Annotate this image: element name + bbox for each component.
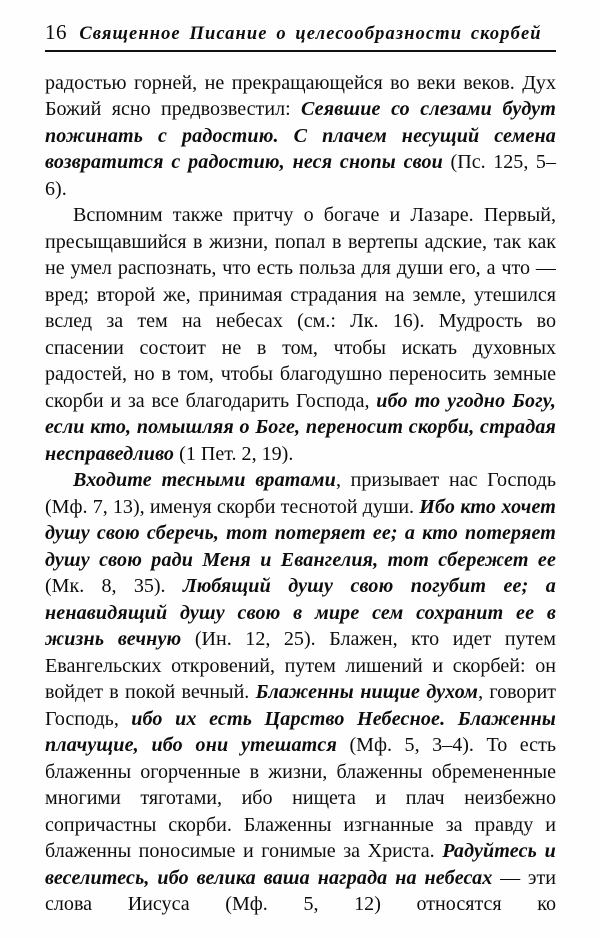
body-text-run: , призывает нас Господь (Мф. 7, 13), именуя скорби теснотой души. [45, 469, 556, 518]
paragraph [45, 202, 556, 467]
paragraph [45, 467, 556, 917]
body-text-run: (Мк. 8, 35). [45, 575, 183, 598]
body-text-run: Вспомним также притчу о богаче и Лазаре. Первый, пресыщавшийся в жизни, попал в вертепы адские, так как не умел распознать, что есть польза для души его, а что — вред; второй же, принимая страдания на земле, утешился вслед за тем на небесах (см.: Лк. 16). Мудрость во спасении состоит не в том, чтобы искать духовных радостей, но в том, чтобы благодушно переносить земные скорби и за все благодарить Господа, [45, 204, 556, 412]
body-text-run: (1 Пет. 2, 19). [174, 442, 294, 465]
scripture-quote: Любящий душу свою погубит ее; а ненавидящий душу свою в мире сем сохранит ее в жизнь вечную [45, 575, 556, 651]
scripture-quote: ибо то угодно Богу, если кто, помышляя о Боге, переносит скорби, страдая несправедливо [45, 389, 556, 465]
body-text-run: (Пс. 125, 5–6). [45, 151, 556, 200]
scripture-quote: Сеявшие со слезами будут пожинать с радостию. С плачем несущий семена возвратится с радостию, неся снопы свои [45, 98, 556, 174]
scripture-quote: ибо их есть Царство Небесное. Блаженны плачущие, ибо они утешатся [45, 707, 556, 757]
paragraph [45, 70, 556, 202]
body-text-run: (Мф. 5, 3–4). То есть блаженны огорченные в жизни, блаженны обремененные многими тяготами, ибо нищета и плач неизбежно сопричастны скорби. Блаженны изгнанные за правду и блаженны поносимые и гонимые за Христа. [45, 734, 556, 863]
body-text-run: (Ин. 12, 25). Блажен, кто идет путем Евангельских откровений, путем лишений и скорбей: он войдет в покой вечный. [45, 628, 556, 704]
body-text-block [45, 70, 556, 918]
running-head-title: Священное Писание о целесообразности скорбей [79, 24, 542, 44]
scripture-quote: Блаженны нищие духом [255, 681, 479, 704]
page-number: 16 [45, 20, 67, 44]
header-divider-rule [45, 50, 556, 52]
scripture-quote: Входите тесными вратами [73, 469, 336, 492]
scripture-quote: Ибо кто хочет душу свою сберечь, тот потеряет ее; а кто потеряет душу свою ради Меня и Евангелия, тот сбережет ее [45, 495, 556, 571]
scripture-quote: Радуйтесь и веселитесь, ибо велика ваша награда на небесах [45, 840, 556, 889]
running-head [45, 22, 556, 52]
body-text-run: — эти слова Иисуса (Мф. 5, 12) относятся ко [45, 866, 556, 916]
body-text-run: радостью горней, не прекращающейся во веки веков. Дух Божий ясно предвозвестил: [45, 72, 556, 121]
body-text-run: , говорит Господь, [45, 681, 556, 730]
